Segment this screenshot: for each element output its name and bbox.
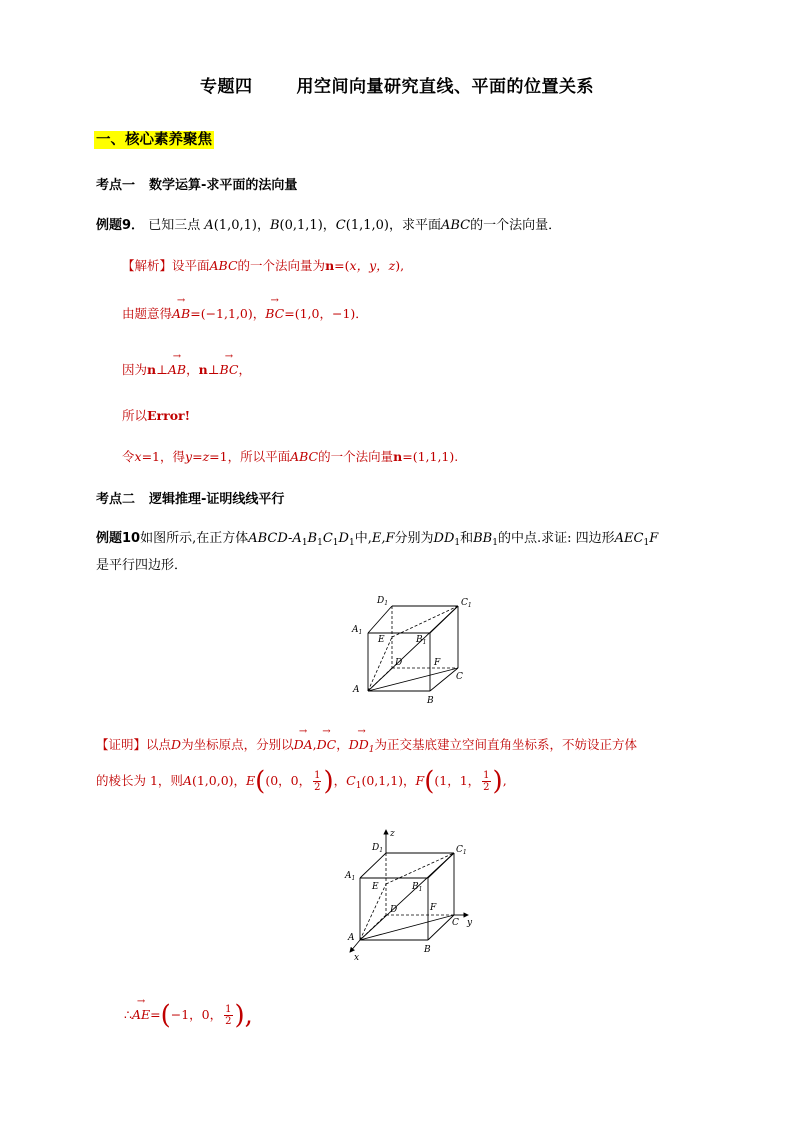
solution-9-line-4 (122, 406, 190, 424)
solution-text: 所以 (122, 408, 148, 423)
label-y-axis: y (467, 918, 473, 928)
cube-figure-1 (340, 588, 480, 710)
hidden-edge-e-c1 (392, 606, 458, 637)
solution-text: =1，所以平面 (209, 449, 291, 464)
segment-bb1: BB (473, 531, 493, 546)
edge (368, 606, 392, 633)
vector-ab-value: =(−1,1,0)， (190, 306, 266, 321)
close-paren: ) (492, 766, 503, 797)
normal-vector-n: n (393, 449, 403, 464)
label-letter: D (377, 596, 385, 606)
point-c1-coord: (0,1,1)， (361, 773, 416, 788)
label-a1 (344, 871, 355, 882)
proof-text: 为坐标原点，分别以 (181, 737, 294, 752)
proof-10-line-1 (96, 735, 637, 753)
label-subscript: 1 (462, 849, 467, 856)
example-10-label: 例题10 (96, 531, 141, 546)
point-c1: C (346, 773, 356, 788)
label-letter: C (461, 598, 468, 608)
solution-9-line-2 (122, 304, 368, 322)
example-text: 中, (354, 531, 372, 546)
point-e: E (246, 773, 256, 788)
label-subscript: 1 (358, 629, 363, 636)
numerator: 1 (225, 1004, 232, 1015)
subscript: 1 (643, 538, 650, 548)
edge-a-c1 (368, 606, 458, 691)
solution-text: =1，得 (141, 449, 186, 464)
hidden-edge-e-c1 (386, 853, 454, 884)
example-9-label: 例题9． (96, 218, 145, 233)
title-topic: 专题四 (200, 77, 253, 97)
label-e: E (378, 635, 385, 645)
normal-vector-n: n (198, 362, 208, 377)
quadrilateral-name: AEC (614, 531, 644, 546)
solution-tag: 【解析】 (122, 258, 173, 273)
plane-abc: ABC (441, 218, 471, 233)
example-text: 的中点.求证: 四边形 (497, 531, 615, 546)
fraction-half (482, 770, 490, 793)
label-f: F (434, 658, 441, 668)
example-9-text-1: 已知三点 (148, 218, 201, 233)
point-b-coord: (0,1,1) (279, 218, 323, 233)
label-letter: D (372, 843, 380, 853)
vector-da: → DA (294, 737, 313, 752)
point-a: A (204, 218, 214, 233)
normal-vector-value: =(1,1,1). (402, 449, 459, 464)
cube-name: C (322, 531, 333, 546)
kaodian-1-heading (96, 174, 297, 193)
hidden-edge-a-e (368, 637, 392, 691)
label-subscript: 1 (467, 602, 472, 609)
title-text: 用空间向量研究直线、平面的位置关系 (296, 77, 594, 97)
comma: , (312, 737, 317, 752)
cube-figure-2-with-axes (340, 822, 480, 962)
label-b: B (424, 945, 431, 955)
vector-ae: → AE (132, 1007, 150, 1022)
close-paren: ), (234, 1000, 253, 1031)
quadrilateral-name: F (649, 531, 659, 546)
solution-text: 设平面 (172, 258, 210, 273)
kaodian-2-heading (96, 488, 284, 507)
denominator: 2 (314, 782, 321, 793)
point-e-coord: (0，0， (265, 773, 312, 788)
point-c-coord: (1,1,0) (345, 218, 389, 233)
vector-ab: → AB (168, 362, 186, 377)
solution-text: 因为 (122, 362, 148, 377)
label-a: A (353, 685, 360, 695)
solution-text: 的一个法向量 (318, 449, 394, 464)
var-z: z (202, 449, 210, 464)
example-text: 是平行四边形． (96, 558, 188, 573)
solution-text: ， (238, 362, 251, 377)
cube-name: B (307, 531, 318, 546)
vector-dc: → DC (317, 737, 337, 752)
open-paren: ( (424, 766, 435, 797)
comma: ， (336, 737, 349, 752)
therefore-symbol: ∴ (124, 1007, 132, 1022)
label-letter: A (352, 625, 359, 635)
proof-text: 为正交基底建立空间直角坐标系，不妨设正方体 (374, 737, 638, 752)
vector-ae-values: −1，0， (170, 1007, 223, 1022)
label-c1 (456, 845, 467, 856)
label-f: F (430, 903, 437, 913)
label-e: E (372, 882, 379, 892)
solution-9-line-3 (122, 360, 251, 378)
kaodian-2-text: 逻辑推理-证明线线平行 (149, 492, 285, 507)
vector-bc: → BC (219, 362, 238, 377)
proof-tag: 【证明】 (96, 737, 147, 752)
label-subscript: 1 (422, 639, 427, 646)
solution-text: = (192, 449, 203, 464)
example-10-line-1 (96, 527, 658, 546)
open-paren: ( (160, 1000, 171, 1031)
denominator: 2 (225, 1016, 232, 1027)
subscript: 1 (355, 781, 362, 791)
example-9-text-2: ，求平面 (388, 218, 441, 233)
solution-9-line-5 (122, 447, 458, 465)
label-x-axis: x (354, 953, 360, 962)
comma: ， (333, 773, 347, 788)
vector-ab: → AB (172, 306, 190, 321)
subscript: 1 (368, 745, 375, 755)
point-d: D (171, 737, 182, 752)
label-letter: B (416, 635, 423, 645)
cube-name: ABCD-A (248, 531, 302, 546)
example-9-text-3: 的一个法向量． (470, 218, 562, 233)
fraction-half (313, 770, 321, 793)
label-subscript: 1 (379, 847, 384, 854)
example-10-line-2 (96, 554, 187, 573)
equals-sign: = (150, 1007, 161, 1022)
label-c1 (461, 598, 472, 609)
vector-bc-value: =(1,0，−1)． (284, 306, 368, 321)
vector-components: x，y，z (349, 258, 396, 273)
error-text: Error! (147, 408, 191, 423)
vector-bc: → BC (265, 306, 284, 321)
perpendicular-symbol: ⊥ (207, 362, 220, 377)
label-d: D (395, 658, 403, 668)
plane-abc: ABC (209, 258, 238, 273)
kaodian-1-text: 数学运算-求平面的法向量 (149, 178, 298, 193)
subscript: 1 (317, 538, 323, 548)
segment-dd1: DD (433, 531, 455, 546)
edge (360, 853, 386, 878)
perpendicular-symbol: ⊥ (156, 362, 168, 377)
var-y: y (185, 449, 193, 464)
label-subscript: 1 (418, 886, 423, 893)
result-line (124, 1000, 253, 1031)
point-f-coord: (1，1， (434, 773, 481, 788)
solution-text: 由题意得 (122, 306, 173, 321)
point-a-coord: (1,0,0)， (191, 773, 247, 788)
points-ef: E,F (371, 531, 395, 546)
label-a: A (348, 933, 355, 943)
example-9: 例题9． 已知三点 A(1,0,1)，B(0,1,1)，C(1,1,0)，求平面ABC的一个法向量． (96, 218, 562, 233)
label-b: B (427, 696, 434, 706)
plane-abc: ABC (290, 449, 319, 464)
label-d: D (390, 905, 398, 915)
label-a1 (351, 625, 362, 636)
label-c: C (456, 672, 463, 682)
label-subscript: 1 (384, 600, 389, 607)
solution-text: 令 (122, 449, 135, 464)
numerator: 1 (314, 770, 321, 781)
normal-vector-n: n (147, 362, 157, 377)
point-a: A (182, 773, 192, 788)
var-x: x (134, 449, 142, 464)
label-z-axis: z (390, 829, 395, 839)
point-a-coord: (1,0,1) (213, 218, 257, 233)
label-d1 (376, 596, 388, 607)
page-title (0, 72, 794, 97)
point-b: B (269, 218, 280, 233)
normal-vector-n: n (325, 258, 335, 273)
proof-text: 以点 (146, 737, 172, 752)
subscript: 1 (492, 538, 498, 548)
subscript: 1 (348, 538, 355, 548)
label-letter: B (412, 882, 419, 892)
label-letter: C (456, 845, 463, 855)
example-text: 如图所示,在正方体 (140, 531, 249, 546)
numerator: 1 (483, 770, 490, 781)
vector-dd1 (348, 737, 375, 755)
solution-9-line-1 (122, 256, 404, 274)
point-f: F (415, 773, 425, 788)
section-heading-highlight: 一、核心素养聚焦 (96, 132, 212, 148)
section-heading (94, 128, 214, 149)
vector-dd1-letters: DD (348, 737, 369, 752)
solution-text: ， (186, 362, 199, 377)
solution-text: 的一个法向量为 (237, 258, 326, 273)
close-paren: ) (323, 766, 334, 797)
subscript: 1 (454, 538, 461, 548)
label-b1 (415, 635, 426, 646)
cube-name: D (338, 531, 349, 546)
solution-text: =( (334, 258, 350, 273)
proof-10-line-2: 的棱长为 1，则A(1,0,0)，E((0，0， $\frac{1}{2}$ )，$C_1(0,1,1)$，F((1，1， $\frac{1}{2}$ ), (96, 766, 507, 797)
example-text: 和 (460, 531, 474, 546)
label-d1 (371, 843, 383, 854)
solution-text: ), (395, 258, 405, 273)
fraction-half (224, 1004, 232, 1027)
proof-text: 的棱长为 1，则 (96, 773, 183, 788)
subscript: 1 (301, 538, 308, 548)
label-letter: A (345, 871, 352, 881)
open-paren: ( (255, 766, 266, 797)
kaodian-1-label: 考点一 (96, 178, 136, 193)
kaodian-2-label: 考点二 (96, 492, 136, 507)
hidden-edge-a-e (360, 884, 386, 940)
label-subscript: 1 (351, 875, 356, 882)
subscript: 1 (332, 538, 339, 548)
example-text: 分别为 (394, 531, 434, 546)
denominator: 2 (483, 782, 490, 793)
point-c: C (335, 218, 346, 233)
label-c: C (452, 918, 459, 928)
